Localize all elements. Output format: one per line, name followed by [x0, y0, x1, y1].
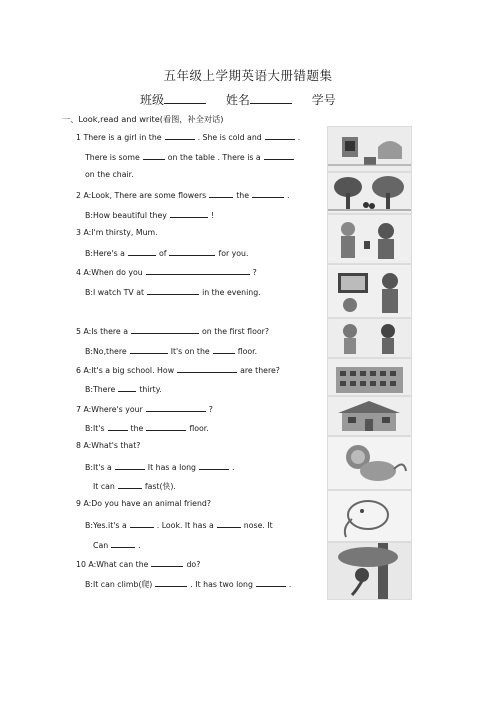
q5-text-c: B:No,there	[85, 347, 127, 356]
q6-text-c: B:There	[85, 385, 116, 394]
question-5-line-2	[85, 345, 257, 356]
picture-4-tv-watching	[327, 264, 412, 318]
picture-6-school-building	[327, 358, 412, 396]
q9-blank-3[interactable]	[111, 539, 135, 548]
q7-text-b: ?	[208, 405, 213, 414]
q9-text-d: nose. It	[243, 521, 273, 530]
q2-text-d: B:How beautiful they	[85, 211, 167, 220]
q7-text-e: floor.	[189, 424, 209, 433]
picture-7-house	[327, 396, 412, 436]
q8-text-e: It can	[93, 482, 115, 491]
q2-text-c: .	[287, 191, 290, 200]
number-label: 学号	[311, 93, 336, 107]
q4-blank-2[interactable]	[147, 286, 199, 295]
q5-blank-1[interactable]	[131, 325, 199, 334]
q1-text-d: There is some	[85, 153, 140, 162]
question-10-line-2	[85, 578, 291, 590]
question-9-line-2	[85, 519, 273, 530]
q5-text-b: on the first floor?	[202, 327, 269, 336]
q5-blank-2[interactable]	[130, 345, 168, 354]
name-blank[interactable]	[250, 92, 292, 104]
question-6-line-1	[76, 364, 280, 375]
picture-2-trees-flowers	[327, 172, 412, 214]
q1-text-a: 1 There is a girl in the	[76, 133, 162, 142]
question-1-line-2	[85, 151, 297, 162]
picture-8-lion	[327, 436, 412, 490]
q3-text-d: for you.	[218, 249, 249, 258]
page-title: 五年级上学期英语大册错题集	[163, 68, 333, 83]
q8-text-f: fast(快).	[144, 482, 176, 491]
q7-blank-2[interactable]	[108, 422, 128, 431]
question-8-line-3	[93, 480, 176, 492]
q5-text-a: 5 A:Is there a	[76, 327, 128, 336]
q1-text-c: .	[297, 133, 301, 142]
picture-3-mother-child	[327, 214, 412, 264]
q9-blank-2[interactable]	[217, 519, 241, 528]
q5-blank-3[interactable]	[213, 345, 235, 354]
q10-blank-3[interactable]	[256, 578, 286, 587]
question-10-line-1	[76, 558, 200, 569]
q8-text-d: .	[231, 463, 235, 472]
class-blank[interactable]	[164, 92, 206, 104]
question-6-line-2	[85, 383, 162, 394]
q4-text-d: in the evening.	[202, 288, 261, 297]
q7-text-d: the	[130, 424, 144, 433]
q1-blank-2[interactable]	[265, 131, 295, 140]
q10-text-a: 10 A:What can the	[76, 560, 149, 569]
q9-text-e: Can	[93, 541, 109, 550]
class-label: 班级	[140, 93, 165, 107]
q4-text-b: ?	[252, 268, 257, 277]
q2-text-b: the	[236, 191, 250, 200]
question-9-line-3	[93, 539, 141, 550]
q2-text-a: 2 A:Look, There are some flowers	[76, 191, 207, 200]
question-3-line-2	[85, 247, 248, 258]
q8-blank-3[interactable]	[118, 480, 142, 489]
q10-text-b: do?	[186, 560, 201, 569]
q10-text-e: .	[288, 580, 292, 589]
question-4-line-2	[85, 286, 261, 297]
q6-text-b: are there?	[240, 366, 280, 375]
q2-blank-2[interactable]	[252, 189, 284, 198]
question-2-line-1	[76, 189, 290, 200]
question-9-line-1: 9 A:Do you have an animal friend?	[76, 499, 211, 508]
picture-1-room-heater	[327, 126, 412, 172]
q1-blank-1[interactable]	[165, 131, 195, 140]
picture-9-elephant	[327, 490, 412, 542]
q8-text-c: It has a long	[147, 463, 196, 472]
question-7-line-1	[76, 403, 213, 414]
question-1-line-1	[76, 131, 300, 142]
q1-blank-3[interactable]	[143, 151, 165, 160]
q5-text-d: It's on the	[170, 347, 210, 356]
question-1-line-3: on the chair.	[85, 170, 134, 179]
q9-text-b: B:Yes.it's a	[85, 521, 127, 530]
q8-text-b: B:It's a	[85, 463, 112, 472]
q1-blank-4[interactable]	[264, 151, 294, 160]
section-heading: 一、Look,read and write(看图，补全对话)	[62, 114, 224, 124]
q1-text-e: on the table . There is a	[167, 153, 261, 162]
question-5-line-1	[76, 325, 269, 336]
picture-10-monkey-tree	[327, 542, 412, 600]
q2-text-e: !	[210, 211, 215, 220]
q8-blank-2[interactable]	[199, 461, 229, 470]
q7-blank-3[interactable]	[146, 422, 186, 431]
name-label: 姓名	[225, 93, 250, 107]
question-3-line-1: 3 A:I'm thirsty, Mum.	[76, 228, 158, 237]
question-7-line-2	[85, 422, 209, 433]
q10-text-c: B:It can climb(爬)	[85, 580, 153, 589]
q9-blank-1[interactable]	[130, 519, 154, 528]
q6-blank-1[interactable]	[177, 364, 237, 373]
question-8-line-1: 8 A:What's that?	[76, 441, 141, 450]
q6-text-d: thirty.	[139, 385, 162, 394]
q8-blank-1[interactable]	[115, 461, 145, 470]
q7-text-a: 7 A:Where's your	[76, 405, 143, 414]
q6-blank-2[interactable]	[118, 383, 136, 392]
question-2-line-2	[85, 209, 214, 220]
q9-text-c: . Look. It has a	[156, 521, 214, 530]
q3-text-c: of	[158, 249, 167, 258]
q7-text-c: B:It's	[85, 424, 105, 433]
q1-text-b: . She is cold and	[197, 133, 262, 142]
q9-text-f: .	[138, 541, 141, 550]
q5-text-e: floor.	[237, 347, 258, 356]
q10-blank-1[interactable]	[151, 558, 183, 567]
q3-blank-1[interactable]	[128, 247, 156, 256]
q2-blank-3[interactable]	[170, 209, 208, 218]
q10-text-d: . It has two long	[190, 580, 253, 589]
student-info-row	[140, 91, 336, 108]
q6-text-a: 6 A:It's a big school. How	[76, 366, 175, 375]
q2-blank-1[interactable]	[209, 189, 233, 198]
q10-blank-2[interactable]	[155, 578, 187, 587]
q3-text-b: B:Here's a	[85, 249, 125, 258]
question-4-line-1	[76, 266, 257, 277]
q4-blank-1[interactable]	[146, 266, 250, 275]
q3-blank-2[interactable]	[169, 247, 215, 256]
question-8-line-2	[85, 461, 234, 472]
q4-text-a: 4 A:When do you	[76, 268, 143, 277]
q7-blank-1[interactable]	[146, 403, 206, 412]
q4-text-c: B:I watch TV at	[85, 288, 145, 297]
picture-5-girl-boy	[327, 318, 412, 358]
